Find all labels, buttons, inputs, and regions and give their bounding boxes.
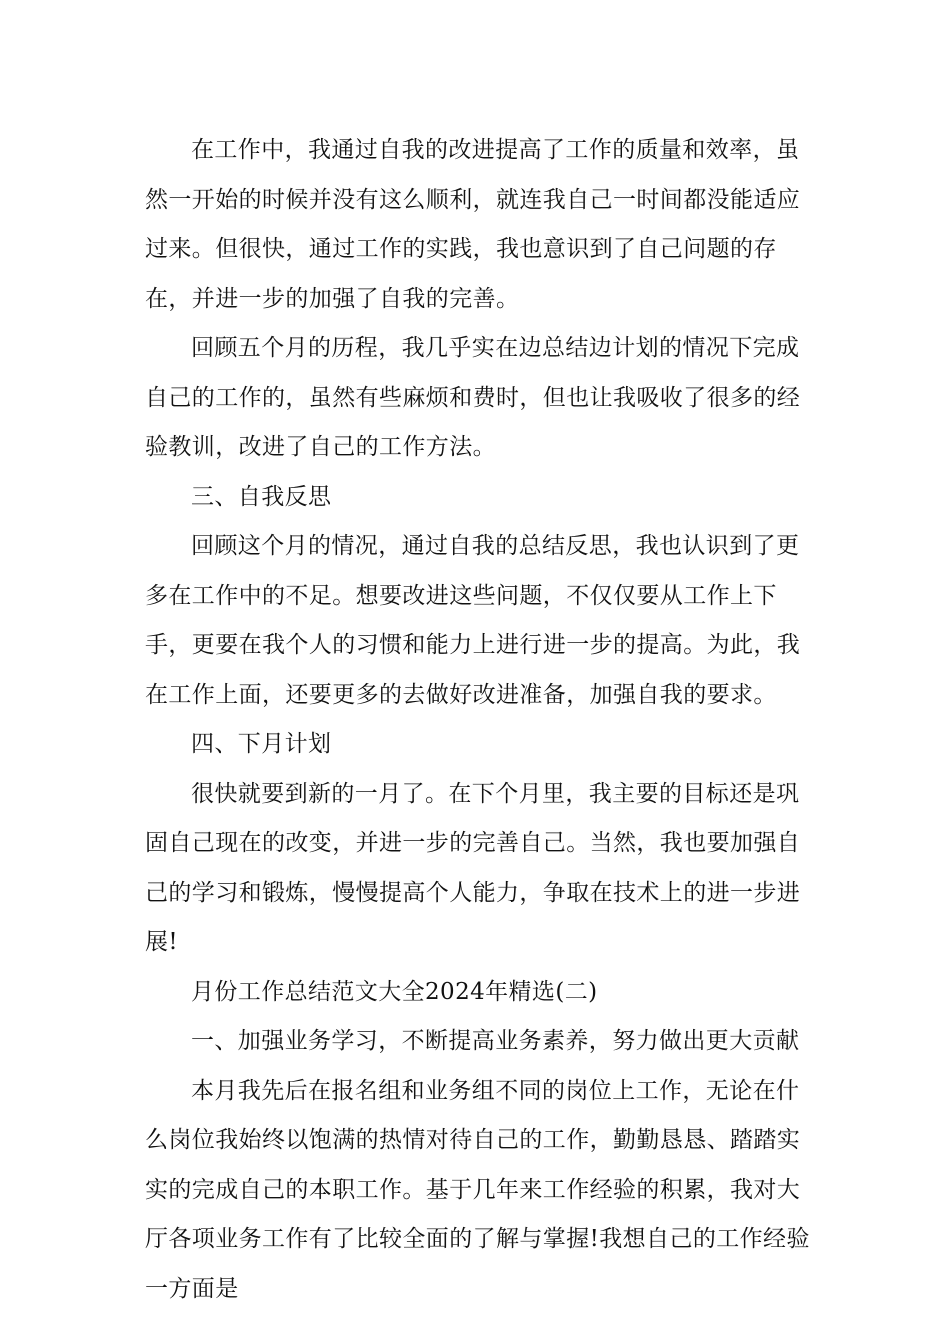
section-title-part-two: 月份工作总结范文大全2024年精选(二) — [191, 978, 598, 1005]
document-body — [145, 126, 820, 1314]
paragraph-business-learning: 本月我先后在报名组和业务组不同的岗位上工作，无论在什么岗位我始终以饱满的热情对待自己的工作，勤勤恳恳、踏踏实实的完成自己的本职工作。基于几年来工作经验的积累，我对大厅各项业务工作有了比较全面的了解与掌握!我想自己的工作经验一方面是 — [145, 1077, 810, 1302]
heading-next-month-plan: 四、下月计划 — [191, 731, 332, 757]
paragraph-work-improvement: 在工作中，我通过自我的改进提高了工作的质量和效率，虽然一开始的时候并没有这么顺利，就连我自己一时间都没能适应过来。但很快，通过工作的实践，我也意识到了自己问题的存在，并进一步的加强了自我的完善。 — [145, 137, 801, 312]
paragraph-five-months-review: 回顾五个月的历程，我几乎实在边总结边计划的情况下完成自己的工作的，虽然有些麻烦和费时，但也让我吸收了很多的经验教训，改进了自己的工作方法。 — [145, 335, 801, 460]
heading-business-learning: 一、加强业务学习，不断提高业务素养，努力做出更大贡献 — [191, 1028, 800, 1054]
paragraph-next-month-plan: 很快就要到新的一月了。在下个月里，我主要的目标还是巩固自己现在的改变，并进一步的完善自己。当然，我也要加强自己的学习和锻炼，慢慢提高个人能力，争取在技术上的进一步进展! — [145, 780, 801, 955]
paragraph-self-reflection: 回顾这个月的情况，通过自我的总结反思，我也认识到了更多在工作中的不足。想要改进这些问题，不仅仅要从工作上下手，更要在我个人的习惯和能力上进行进一步的提高。为此，我在工作上面，还要更多的去做好改进准备，加强自我的要求。 — [145, 533, 801, 708]
heading-self-reflection: 三、自我反思 — [191, 483, 332, 510]
